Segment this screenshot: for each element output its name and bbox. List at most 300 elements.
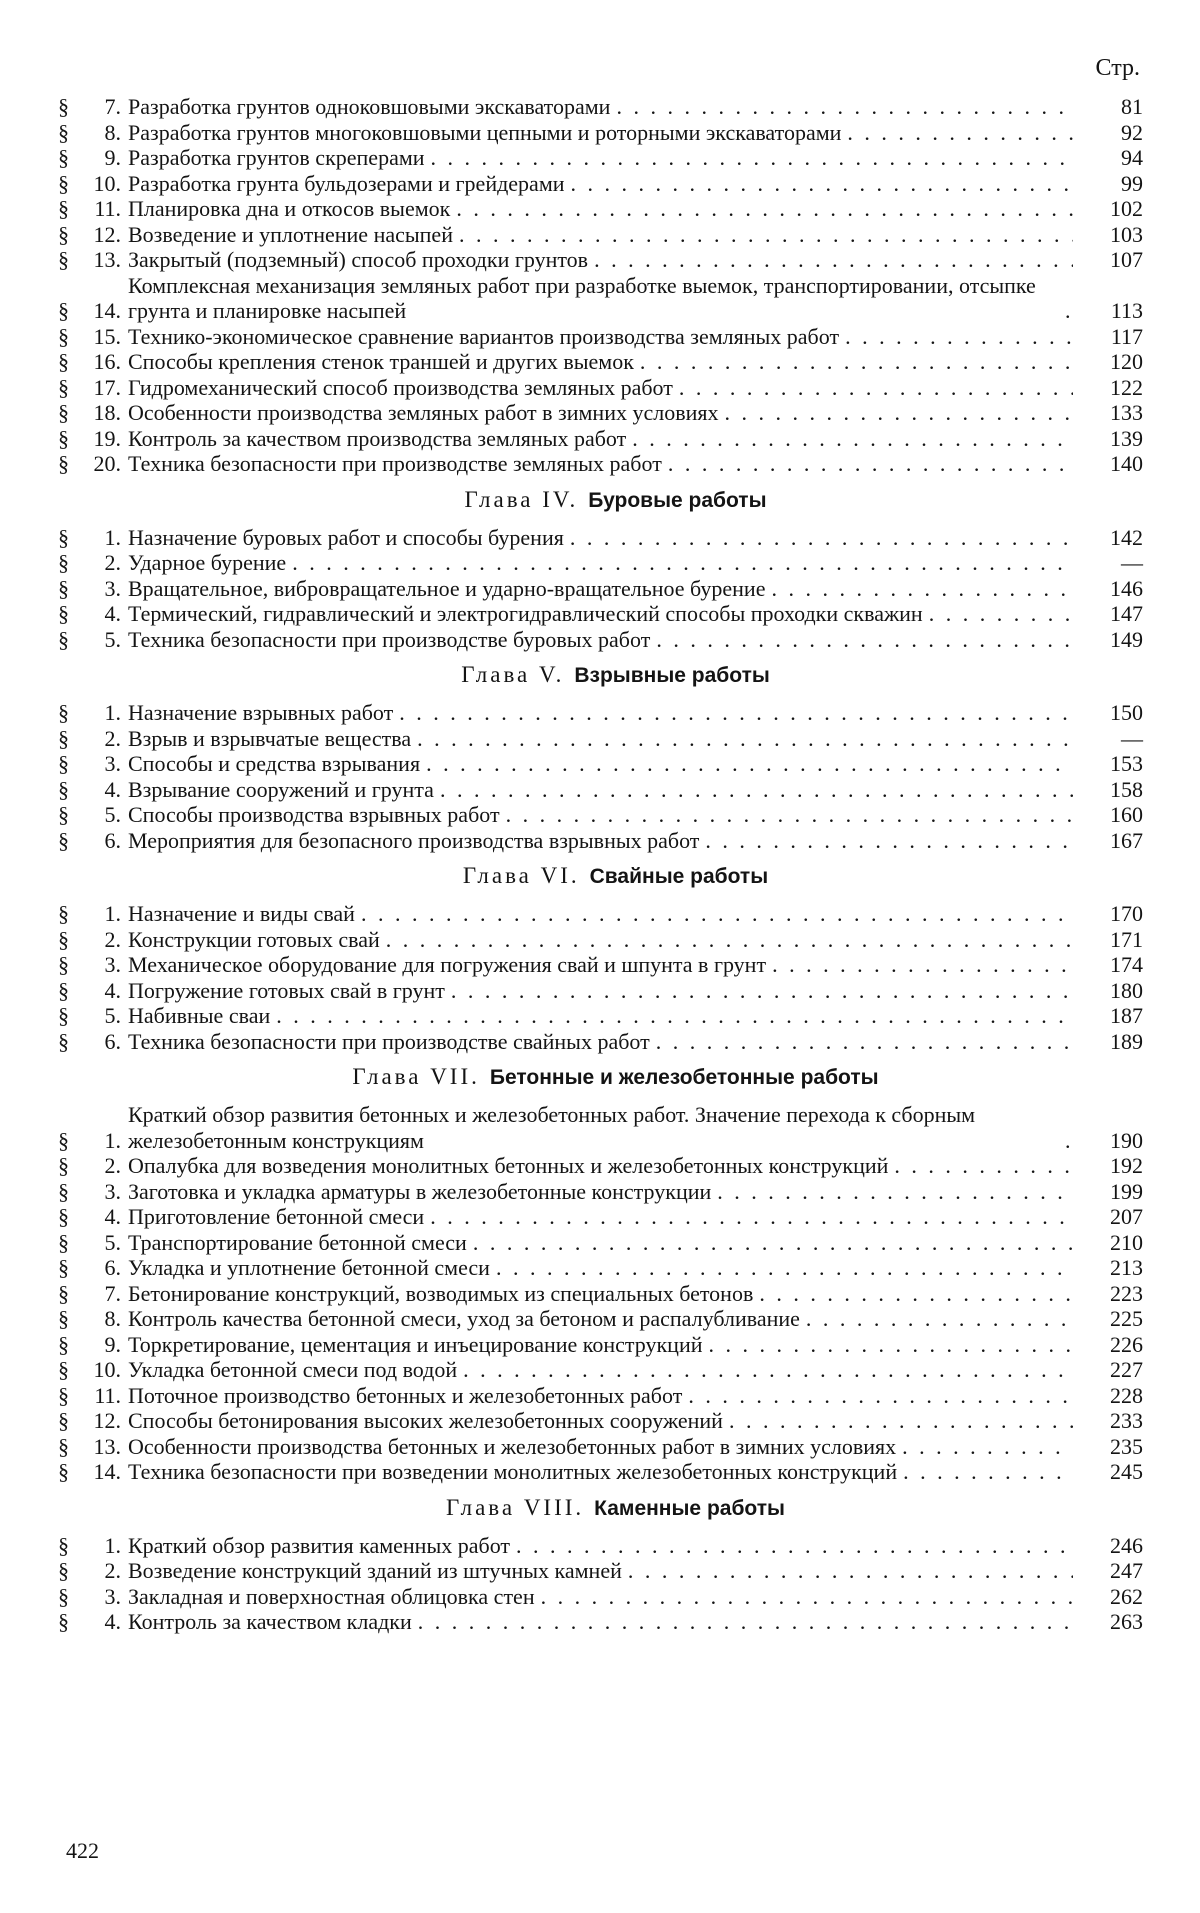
dot-leader (431, 145, 1073, 171)
dot-leader (847, 120, 1073, 146)
dot-leader (640, 349, 1073, 375)
entry-title (128, 1584, 1073, 1610)
entry-page-number: 235 (1110, 1433, 1143, 1459)
entry-number: 3. (104, 575, 121, 601)
section-sign: § (58, 1306, 69, 1331)
section-sign: § (58, 1229, 69, 1255)
entry-title (128, 802, 1073, 828)
dot-leader (759, 1281, 1073, 1307)
entry-page-number: 190 (1110, 1127, 1143, 1153)
toc-section (58, 487, 1143, 653)
section-sign: § (58, 247, 69, 272)
section-sign: § (58, 323, 69, 349)
toc-entry (58, 576, 1143, 602)
entry-number: 2. (104, 1153, 121, 1178)
entry-title-text: Конструкции готовых свай (128, 926, 380, 952)
section-sign: § (58, 1382, 69, 1408)
section-sign: § (58, 601, 69, 626)
entry-title (128, 349, 1073, 375)
entry-page-number: 117 (1110, 323, 1143, 349)
entry-page-number: — (1121, 725, 1143, 751)
entry-title-text: Разработка грунтов многоковшовыми цепными и роторными экскаваторами (128, 119, 842, 145)
entry-number: 1. (104, 901, 121, 926)
section-sign: § (58, 400, 69, 425)
entry-page-number: 245 (1110, 1459, 1143, 1484)
toc-entry (58, 751, 1143, 777)
dot-leader (386, 927, 1073, 953)
entry-title-text: Назначение взрывных работ (128, 700, 394, 725)
section-sign: § (58, 374, 69, 400)
entry-number: 11. (94, 196, 121, 221)
toc-entry (58, 145, 1143, 171)
entry-title-text: Ударное бурение (128, 550, 287, 575)
toc-entry (58, 601, 1143, 627)
entry-page-number: 189 (1110, 1028, 1143, 1054)
entry-title (128, 94, 1073, 120)
toc-entry (58, 525, 1143, 551)
entry-page-number: 113 (1110, 298, 1143, 323)
chapter-title: Буровые работы (588, 488, 767, 512)
entry-page-number: 192 (1110, 1153, 1143, 1178)
toc-entry (58, 1408, 1143, 1434)
toc-entry (58, 1434, 1143, 1460)
entry-title-text: Технико-экономическое сравнение вариантов производства земляных работ (128, 323, 840, 349)
entry-page-number: 153 (1110, 751, 1143, 776)
dot-leader (705, 828, 1073, 854)
chapter-label: Глава IV. (464, 486, 579, 512)
entry-title (128, 1357, 1073, 1383)
toc-entry (58, 120, 1143, 146)
entry-number: 1. (104, 524, 121, 550)
entry-page-number: 122 (1110, 374, 1143, 400)
toc-entry (58, 700, 1143, 726)
entry-title-text: Техника безопасности при производстве буровых работ (128, 626, 651, 652)
dot-leader (632, 426, 1073, 452)
toc-entry (58, 1332, 1143, 1358)
section-sign: § (58, 575, 69, 601)
toc-section (58, 1064, 1143, 1485)
entry-title-text: Взрыв и взрывчатые вещества (128, 725, 412, 751)
section-sign: § (58, 802, 69, 827)
entry-number: 17. (93, 374, 121, 400)
chapter-title: Каменные работы (594, 1496, 785, 1520)
entry-page-number: 233 (1110, 1408, 1143, 1433)
entry-number: 12. (93, 221, 121, 247)
entry-number: 6. (104, 827, 121, 853)
section-sign: § (58, 550, 69, 575)
entry-number: 13. (93, 247, 121, 272)
entry-number: 6. (104, 1255, 121, 1280)
entry-title (128, 828, 1073, 854)
entry-title (128, 145, 1073, 171)
entry-page-number: 158 (1110, 776, 1143, 802)
section-sign: § (58, 926, 69, 952)
entry-title-text: Набивные сваи (128, 1003, 271, 1028)
section-sign: § (58, 952, 69, 977)
dot-leader (688, 1383, 1073, 1409)
dot-leader (417, 726, 1073, 752)
entry-title-text: Способы крепления стенок траншей и других выемок (128, 349, 634, 374)
section-sign: § (58, 1127, 69, 1153)
section-sign: § (58, 1408, 69, 1433)
entry-title-text: Бетонирование конструкций, возводимых из специальных бетонов (128, 1280, 754, 1306)
dot-leader (570, 525, 1073, 551)
entry-page-number: 99 (1121, 170, 1143, 196)
toc-entry (58, 1029, 1143, 1055)
entry-title (128, 978, 1073, 1004)
section-sign: § (58, 901, 69, 926)
dot-leader (506, 802, 1073, 828)
entry-title-text: Комплексная механизация земляных работ при разработке выемок, транспортировании, отсыпке грунта и планировке насыпей (128, 272, 1036, 323)
entry-number: 9. (104, 145, 121, 170)
entry-title (128, 777, 1073, 803)
entry-page-number: 140 (1110, 451, 1143, 476)
toc-entry (58, 828, 1143, 854)
dot-leader (541, 1584, 1073, 1610)
section-sign: § (58, 1178, 69, 1204)
entry-page-number: 180 (1110, 977, 1143, 1003)
entry-number: 4. (104, 1609, 121, 1634)
entry-number: 11. (94, 1382, 121, 1408)
dot-leader (440, 777, 1073, 803)
section-sign: § (58, 145, 69, 170)
toc-entry (58, 952, 1143, 978)
toc-entry (58, 273, 1143, 324)
dot-leader (656, 1029, 1073, 1055)
entry-title (128, 400, 1073, 426)
table-of-contents (58, 94, 1143, 1635)
entry-number: 2. (104, 725, 121, 751)
dot-leader (292, 550, 1073, 576)
entry-title (128, 196, 1073, 222)
chapter-heading (58, 1495, 1143, 1521)
toc-entry (58, 426, 1143, 452)
entry-page-number: 94 (1121, 145, 1143, 170)
dot-leader (628, 1558, 1073, 1584)
entry-title (128, 927, 1073, 953)
entry-title-text: Планировка дна и откосов выемок (128, 196, 451, 221)
entry-title-text: Торкретирование, цементация и инъецирование конструкций (128, 1331, 703, 1357)
entry-number: 18. (93, 400, 121, 425)
entry-title-text: Особенности производства земляных работ в зимних условиях (128, 400, 719, 425)
entry-title-text: Возведение и уплотнение насыпей (128, 221, 453, 247)
toc-entry (58, 1533, 1143, 1559)
dot-leader (456, 196, 1073, 222)
toc-entry (58, 451, 1143, 477)
dot-leader (516, 1533, 1073, 1559)
entry-title-text: Взрывание сооружений и грунта (128, 776, 434, 802)
entry-page-number: 199 (1110, 1178, 1143, 1204)
entry-number: 6. (104, 1028, 121, 1054)
chapter-heading (58, 662, 1143, 688)
toc-entry (58, 196, 1143, 222)
toc-entry (58, 802, 1143, 828)
toc-entry (58, 550, 1143, 576)
chapter-heading (58, 1064, 1143, 1090)
dot-leader (806, 1306, 1073, 1332)
dot-leader (473, 1230, 1073, 1256)
entry-page-number: 150 (1110, 700, 1143, 725)
section-sign: § (58, 700, 69, 725)
toc-entry (58, 324, 1143, 350)
entry-title (128, 1332, 1073, 1358)
section-sign: § (58, 425, 69, 451)
entry-title-text: Укладка и уплотнение бетонной смеси (128, 1255, 490, 1280)
entry-title-text: Контроль за качеством производства земляных работ (128, 425, 627, 451)
entry-number: 20. (93, 451, 121, 476)
entry-title (128, 1255, 1073, 1281)
entry-number: 1. (104, 1532, 121, 1558)
section-sign: § (58, 524, 69, 550)
entry-title (128, 222, 1073, 248)
entry-number: 3. (104, 1583, 121, 1609)
entry-page-number: 160 (1110, 802, 1143, 827)
entry-title-text: Поточное производство бетонных и железобетонных работ (128, 1382, 683, 1408)
entry-page-number: 228 (1110, 1382, 1143, 1408)
entry-number: 2. (104, 1558, 121, 1583)
section-sign: § (58, 94, 69, 119)
entry-title (128, 1434, 1073, 1460)
entry-page-number: 92 (1121, 119, 1143, 145)
entry-title-text: Погружение готовых свай в грунт (128, 977, 445, 1003)
entry-title-text: Приготовление бетонной смеси (128, 1204, 425, 1229)
entry-number: 15. (93, 323, 121, 349)
entry-title-text: Назначение буровых работ и способы бурения (128, 524, 564, 550)
dot-leader (463, 1357, 1073, 1383)
entry-title (128, 451, 1073, 477)
entry-number: 1. (104, 700, 121, 725)
entry-title (128, 247, 1073, 273)
dot-leader (426, 751, 1073, 777)
entry-number: 4. (104, 601, 121, 626)
section-sign: § (58, 1003, 69, 1028)
section-sign: § (58, 1028, 69, 1054)
entry-title-text: Техника безопасности при производстве свайных работ (128, 1028, 650, 1054)
dot-leader (729, 1408, 1073, 1434)
section-sign: § (58, 1204, 69, 1229)
entry-title-text: Контроль качества бетонной смеси, уход за бетоном и распалубливание (128, 1306, 800, 1331)
section-sign: § (58, 1255, 69, 1280)
section-sign: § (58, 451, 69, 476)
toc-entry (58, 222, 1143, 248)
dot-leader (717, 1179, 1073, 1205)
entry-title (128, 426, 1073, 452)
entry-title (128, 901, 1073, 927)
entry-title (128, 171, 1073, 197)
toc-section (58, 94, 1143, 477)
entry-title (128, 1306, 1073, 1332)
entry-title-text: Разработка грунта бульдозерами и грейдерами (128, 170, 565, 196)
entry-page-number: 187 (1110, 1003, 1143, 1028)
chapter-title: Взрывные работы (574, 664, 770, 687)
section-sign: § (58, 1532, 69, 1558)
section-sign: § (58, 119, 69, 145)
entry-title-text: Техника безопасности при возведении монолитных железобетонных конструкций (128, 1459, 898, 1484)
entry-number: 3. (104, 751, 121, 776)
section-sign: § (58, 1558, 69, 1583)
dot-leader (616, 94, 1073, 120)
chapter-label: Глава VI. (462, 863, 580, 888)
entry-number: 4. (104, 977, 121, 1003)
entry-title (128, 324, 1073, 350)
entry-page-number: 174 (1110, 952, 1143, 977)
dot-leader (902, 1434, 1073, 1460)
entry-number: 8. (104, 119, 121, 145)
section-sign: § (58, 298, 69, 323)
entry-title-text: Гидромеханический способ производства земляных работ (128, 374, 673, 400)
section-sign: § (58, 827, 69, 853)
entry-title (128, 1459, 1073, 1485)
entry-page-number: 210 (1110, 1229, 1143, 1255)
section-sign: § (58, 1153, 69, 1178)
toc-entry (58, 1383, 1143, 1409)
toc-entry (58, 1003, 1143, 1029)
entry-title-text: Разработка грунтов одноковшовыми экскаваторами (128, 94, 611, 119)
entry-number: 4. (104, 776, 121, 802)
entry-page-number: 147 (1110, 601, 1143, 626)
dot-leader (399, 700, 1073, 726)
toc-entry (58, 1357, 1143, 1383)
entry-page-number: — (1121, 550, 1143, 575)
entry-title (128, 525, 1073, 551)
entry-page-number: 246 (1110, 1532, 1143, 1558)
toc-entry (58, 927, 1143, 953)
dot-leader (459, 222, 1073, 248)
dot-leader (361, 901, 1073, 927)
entry-page-number: 207 (1110, 1204, 1143, 1229)
entry-title (128, 751, 1073, 777)
toc-entry (58, 400, 1143, 426)
dot-leader (276, 1003, 1073, 1029)
section-sign: § (58, 725, 69, 751)
entry-title (128, 1153, 1073, 1179)
entry-title-text: Способы производства взрывных работ (128, 802, 500, 827)
entry-page-number: 263 (1110, 1609, 1143, 1634)
toc-entry (58, 1153, 1143, 1179)
toc-entry (58, 94, 1143, 120)
section-sign: § (58, 1609, 69, 1634)
chapter-heading (58, 863, 1143, 889)
section-sign: § (58, 977, 69, 1003)
dot-leader (894, 1153, 1073, 1179)
toc-entry (58, 901, 1143, 927)
toc-entry (58, 1255, 1143, 1281)
entry-title (128, 1281, 1073, 1307)
entry-title-text: Способы и средства взрывания (128, 751, 421, 776)
dot-leader (668, 451, 1073, 477)
toc-entry (58, 171, 1143, 197)
toc-entry (58, 349, 1143, 375)
entry-page-number: 227 (1110, 1357, 1143, 1382)
section-sign: § (58, 751, 69, 776)
section-sign: § (58, 1583, 69, 1609)
entry-number: 1. (104, 1127, 121, 1153)
entry-page-number: 107 (1110, 247, 1143, 272)
dot-leader (451, 978, 1073, 1004)
section-sign: § (58, 170, 69, 196)
entry-number: 13. (93, 1433, 121, 1459)
entry-title-text: Вращательное, вибровращательное и ударно-вращательное бурение (128, 575, 766, 601)
toc-section (58, 662, 1143, 853)
entry-number: 5. (104, 802, 121, 827)
entry-title-text: Особенности производства бетонных и железобетонных работ в зимних условиях (128, 1433, 897, 1459)
dot-leader (656, 627, 1073, 653)
section-sign: § (58, 776, 69, 802)
entry-title (128, 1204, 1073, 1230)
dot-leader (1065, 298, 1073, 324)
entry-page-number: 149 (1110, 626, 1143, 652)
entry-title (128, 1102, 1073, 1153)
entry-number: 12. (93, 1408, 121, 1433)
toc-entry (58, 1558, 1143, 1584)
section-sign: § (58, 196, 69, 221)
entry-title (128, 120, 1073, 146)
entry-number: 3. (104, 952, 121, 977)
section-sign: § (58, 1331, 69, 1357)
entry-number: 4. (104, 1204, 121, 1229)
entry-title-text: Закладная и поверхностная облицовка стен (128, 1583, 535, 1609)
entry-number: 5. (104, 1003, 121, 1028)
toc-entry (58, 1102, 1143, 1153)
section-sign: § (58, 349, 69, 374)
entry-number: 7. (104, 94, 121, 119)
dot-leader (725, 400, 1074, 426)
entry-title (128, 1533, 1073, 1559)
entry-number: 9. (104, 1331, 121, 1357)
entry-page-number: 142 (1110, 524, 1143, 550)
entry-title-text: Заготовка и укладка арматуры в железобетонные конструкции (128, 1178, 712, 1204)
section-sign: § (58, 1459, 69, 1484)
entry-number: 5. (104, 626, 121, 652)
entry-page-number: 133 (1110, 400, 1143, 425)
dot-leader (772, 952, 1073, 978)
entry-page-number: 171 (1110, 926, 1143, 952)
entry-title (128, 1029, 1073, 1055)
entry-number: 7. (104, 1280, 121, 1306)
chapter-label: Глава VIII. (446, 1494, 585, 1520)
entry-title (128, 1408, 1073, 1434)
entry-title-text: Закрытый (подземный) способ проходки грунтов (128, 247, 589, 272)
toc-entry (58, 1281, 1143, 1307)
toc-entry (58, 726, 1143, 752)
chapter-title: Свайные работы (589, 865, 769, 888)
entry-title (128, 1609, 1073, 1635)
entry-page-number: 213 (1110, 1255, 1143, 1280)
dot-leader (771, 576, 1073, 602)
entry-page-number: 170 (1110, 901, 1143, 926)
entry-page-number: 225 (1110, 1306, 1143, 1331)
entry-title-text: Механическое оборудование для погружения свай и шпунта в грунт (128, 952, 767, 977)
chapter-label: Глава V. (461, 662, 565, 687)
chapter-label: Глава VII. (352, 1064, 480, 1089)
entry-title-text: Возведение конструкций зданий из штучных камней (128, 1558, 622, 1583)
entry-title (128, 576, 1073, 602)
entry-title-text: Мероприятия для безопасного производства взрывных работ (128, 827, 700, 853)
toc-entry (58, 1179, 1143, 1205)
entry-title (128, 550, 1073, 576)
entry-title-text: Назначение и виды свай (128, 901, 355, 926)
entry-title-text: Разработка грунтов скреперами (128, 145, 425, 170)
entry-number: 14. (93, 298, 121, 323)
dot-leader (418, 1609, 1073, 1635)
section-sign: § (58, 1357, 69, 1382)
dot-leader (903, 1459, 1073, 1485)
page-column-header: Стр. (1095, 55, 1140, 81)
entry-page-number: 139 (1110, 425, 1143, 451)
section-sign: § (58, 1433, 69, 1459)
entry-title-text: Техника безопасности при производстве земляных работ (128, 451, 662, 476)
entry-number: 8. (104, 1306, 121, 1331)
